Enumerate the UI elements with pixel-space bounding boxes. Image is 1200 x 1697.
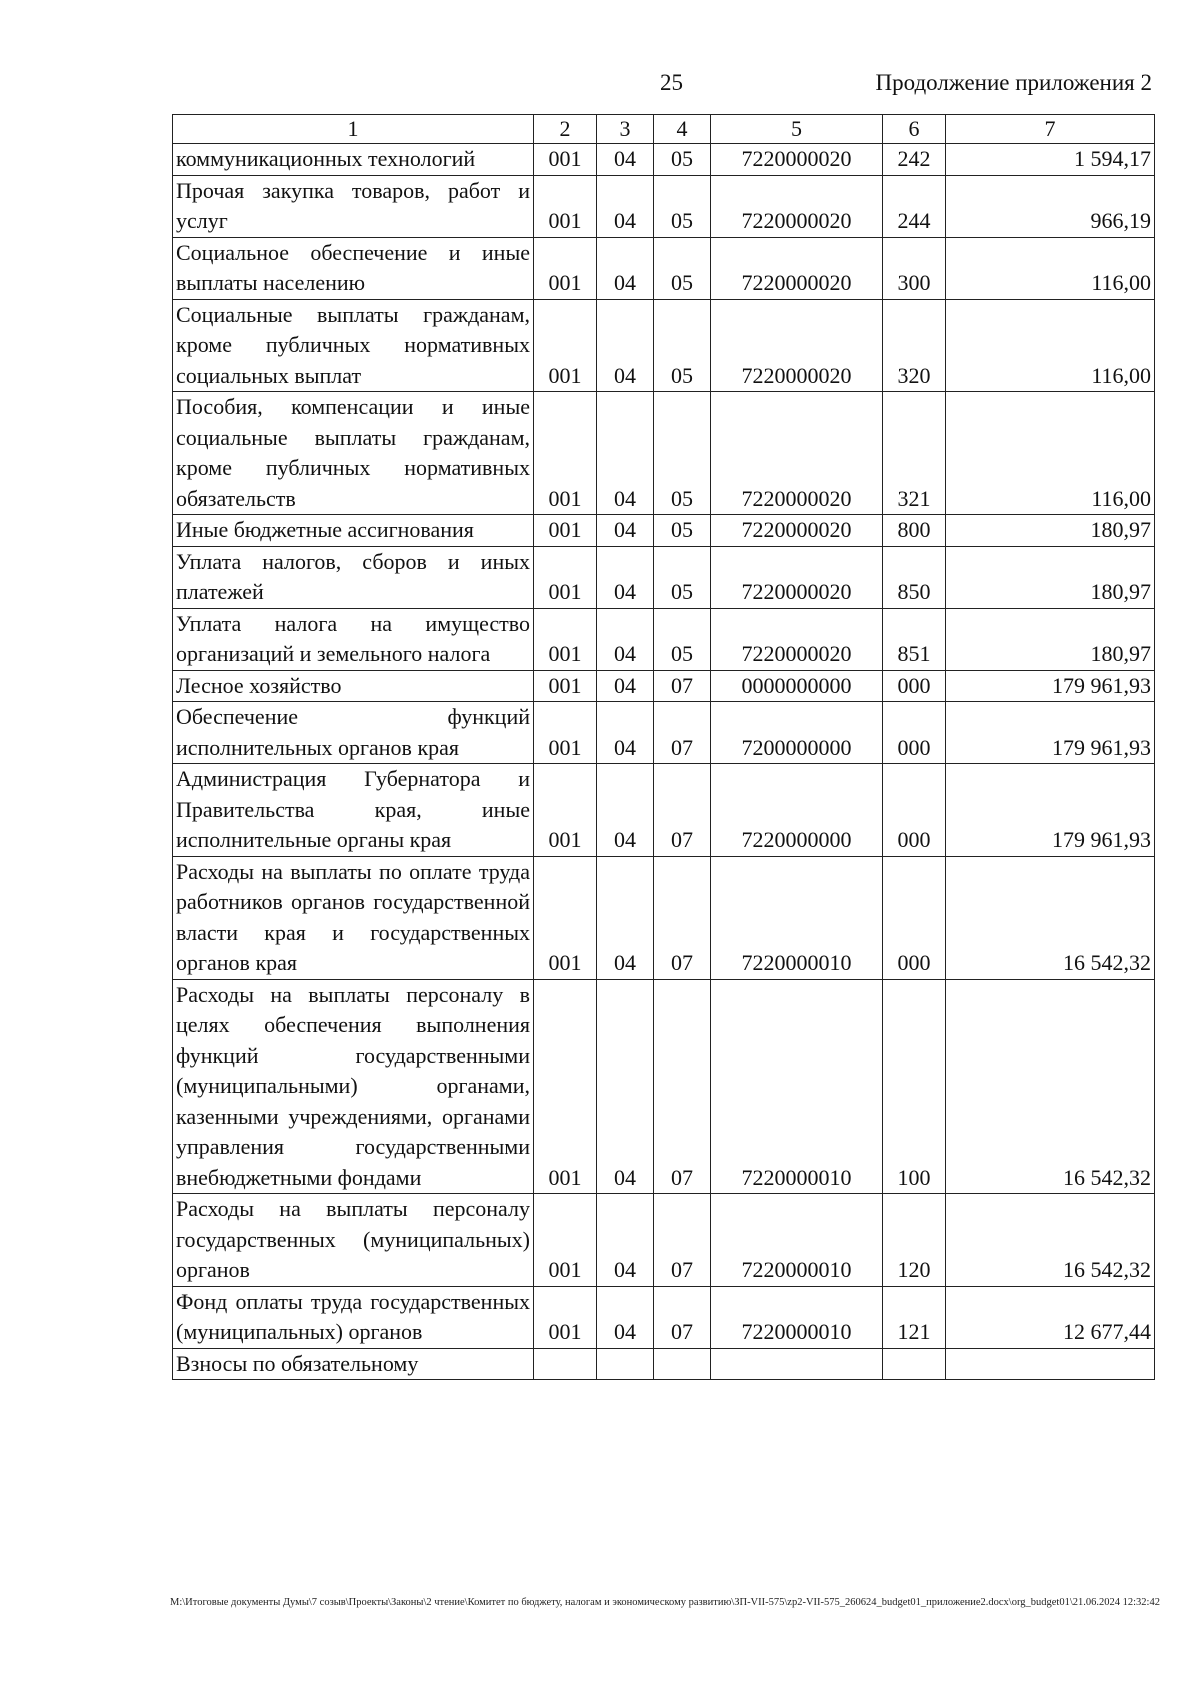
expense-type-cell: 100 bbox=[883, 979, 946, 1194]
expense-type-cell: 320 bbox=[883, 299, 946, 392]
subsection-code-cell: 07 bbox=[654, 1286, 711, 1348]
table-row bbox=[173, 764, 1155, 857]
ministry-code-cell: 001 bbox=[534, 1286, 597, 1348]
target-article-cell: 7200000000 bbox=[711, 702, 883, 764]
expense-type-cell: 121 bbox=[883, 1286, 946, 1348]
table-header-row bbox=[173, 115, 1155, 144]
subsection-code-cell: 07 bbox=[654, 702, 711, 764]
amount-cell bbox=[946, 1348, 1155, 1380]
section-code-cell: 04 bbox=[597, 670, 654, 702]
amount-cell: 179 961,93 bbox=[946, 764, 1155, 857]
table-row bbox=[173, 702, 1155, 764]
table-row bbox=[173, 979, 1155, 1194]
section-code-cell: 04 bbox=[597, 1194, 654, 1287]
section-code-cell: 04 bbox=[597, 1286, 654, 1348]
expense-type-cell: 000 bbox=[883, 702, 946, 764]
table-row bbox=[173, 175, 1155, 237]
expense-type-cell: 800 bbox=[883, 515, 946, 547]
table-row bbox=[173, 856, 1155, 979]
table-row bbox=[173, 608, 1155, 670]
expense-name-cell: Расходы на выплаты персоналу в целях обеспечения выполнения функций государственными (муниципальными) органами, казенными учреждениями, органами управления государственными внебюджетными фондами bbox=[173, 979, 534, 1194]
table-row bbox=[173, 299, 1155, 392]
ministry-code-cell: 001 bbox=[534, 392, 597, 515]
target-article-cell: 0000000000 bbox=[711, 670, 883, 702]
target-article-cell: 7220000020 bbox=[711, 392, 883, 515]
document-file-path: M:\Итоговые документы Думы\7 созыв\Проекты\Законы\2 чтение\Комитет по бюджету, налогам и экономическому развитию\ЗП-VII-575\zp2-VII-575_260624_budget01_приложение2.docx\org_budget01\21.06.2024 12:32:42 bbox=[170, 1597, 1160, 1608]
section-code-cell: 04 bbox=[597, 515, 654, 547]
ministry-code-cell: 001 bbox=[534, 237, 597, 299]
ministry-code-cell: 001 bbox=[534, 546, 597, 608]
section-code-cell: 04 bbox=[597, 546, 654, 608]
subsection-code-cell: 07 bbox=[654, 764, 711, 857]
target-article-cell: 7220000010 bbox=[711, 856, 883, 979]
expense-name-cell: Администрация Губернатора и Правительства края, иные исполнительные органы края bbox=[173, 764, 534, 857]
target-article-cell: 7220000020 bbox=[711, 299, 883, 392]
expense-name-cell: Лесное хозяйство bbox=[173, 670, 534, 702]
expense-name-cell: Пособия, компенсации и иные социальные выплаты гражданам, кроме публичных нормативных обязательств bbox=[173, 392, 534, 515]
column-header: 4 bbox=[654, 115, 711, 144]
ministry-code-cell: 001 bbox=[534, 515, 597, 547]
budget-table bbox=[172, 114, 1155, 1380]
amount-cell: 116,00 bbox=[946, 299, 1155, 392]
expense-type-cell: 851 bbox=[883, 608, 946, 670]
target-article-cell: 7220000010 bbox=[711, 979, 883, 1194]
ministry-code-cell: 001 bbox=[534, 702, 597, 764]
expense-type-cell: 321 bbox=[883, 392, 946, 515]
target-article-cell: 7220000020 bbox=[711, 237, 883, 299]
amount-cell: 16 542,32 bbox=[946, 979, 1155, 1194]
amount-cell: 180,97 bbox=[946, 515, 1155, 547]
ministry-code-cell: 001 bbox=[534, 856, 597, 979]
subsection-code-cell: 05 bbox=[654, 546, 711, 608]
ministry-code-cell: 001 bbox=[534, 299, 597, 392]
table-row bbox=[173, 392, 1155, 515]
section-code-cell: 04 bbox=[597, 237, 654, 299]
ministry-code-cell: 001 bbox=[534, 670, 597, 702]
section-code-cell: 04 bbox=[597, 856, 654, 979]
expense-type-cell: 300 bbox=[883, 237, 946, 299]
section-code-cell: 04 bbox=[597, 764, 654, 857]
subsection-code-cell: 05 bbox=[654, 299, 711, 392]
amount-cell: 16 542,32 bbox=[946, 1194, 1155, 1287]
subsection-code-cell: 07 bbox=[654, 1194, 711, 1287]
subsection-code-cell: 05 bbox=[654, 515, 711, 547]
section-code-cell: 04 bbox=[597, 608, 654, 670]
expense-type-cell: 850 bbox=[883, 546, 946, 608]
column-header: 1 bbox=[173, 115, 534, 144]
amount-cell: 16 542,32 bbox=[946, 856, 1155, 979]
expense-name-cell: Расходы на выплаты по оплате труда работников органов государственной власти края и государственных органов края bbox=[173, 856, 534, 979]
expense-name-cell: коммуникационных технологий bbox=[173, 144, 534, 176]
target-article-cell: 7220000020 bbox=[711, 144, 883, 176]
target-article-cell: 7220000020 bbox=[711, 608, 883, 670]
column-header: 6 bbox=[883, 115, 946, 144]
expense-type-cell: 120 bbox=[883, 1194, 946, 1287]
expense-type-cell: 000 bbox=[883, 856, 946, 979]
column-header: 3 bbox=[597, 115, 654, 144]
ministry-code-cell: 001 bbox=[534, 764, 597, 857]
amount-cell: 179 961,93 bbox=[946, 702, 1155, 764]
expense-name-cell: Фонд оплаты труда государственных (муниципальных) органов bbox=[173, 1286, 534, 1348]
expense-type-cell: 242 bbox=[883, 144, 946, 176]
expense-type-cell: 244 bbox=[883, 175, 946, 237]
subsection-code-cell: 05 bbox=[654, 392, 711, 515]
section-code-cell: 04 bbox=[597, 299, 654, 392]
section-code-cell: 04 bbox=[597, 979, 654, 1194]
subsection-code-cell: 07 bbox=[654, 670, 711, 702]
expense-name-cell: Расходы на выплаты персоналу государственных (муниципальных) органов bbox=[173, 1194, 534, 1287]
table-row bbox=[173, 1286, 1155, 1348]
expense-type-cell: 000 bbox=[883, 670, 946, 702]
ministry-code-cell: 001 bbox=[534, 144, 597, 176]
expense-name-cell: Социальные выплаты гражданам, кроме публичных нормативных социальных выплат bbox=[173, 299, 534, 392]
section-code-cell: 04 bbox=[597, 175, 654, 237]
amount-cell: 179 961,93 bbox=[946, 670, 1155, 702]
target-article-cell: 7220000020 bbox=[711, 546, 883, 608]
table-row bbox=[173, 546, 1155, 608]
subsection-code-cell: 05 bbox=[654, 237, 711, 299]
ministry-code-cell: 001 bbox=[534, 175, 597, 237]
amount-cell: 1 594,17 bbox=[946, 144, 1155, 176]
table-row bbox=[173, 237, 1155, 299]
subsection-code-cell: 05 bbox=[654, 175, 711, 237]
section-code-cell: 04 bbox=[597, 702, 654, 764]
amount-cell: 966,19 bbox=[946, 175, 1155, 237]
expense-type-cell bbox=[883, 1348, 946, 1380]
table-row bbox=[173, 515, 1155, 547]
subsection-code-cell: 07 bbox=[654, 979, 711, 1194]
table-row bbox=[173, 144, 1155, 176]
amount-cell: 12 677,44 bbox=[946, 1286, 1155, 1348]
expense-name-cell: Обеспечение функций исполнительных органов края bbox=[173, 702, 534, 764]
expense-name-cell: Уплата налогов, сборов и иных платежей bbox=[173, 546, 534, 608]
target-article-cell bbox=[711, 1348, 883, 1380]
target-article-cell: 7220000010 bbox=[711, 1286, 883, 1348]
subsection-code-cell: 05 bbox=[654, 608, 711, 670]
expense-name-cell: Социальное обеспечение и иные выплаты населению bbox=[173, 237, 534, 299]
amount-cell: 180,97 bbox=[946, 608, 1155, 670]
table-row bbox=[173, 670, 1155, 702]
amount-cell: 116,00 bbox=[946, 392, 1155, 515]
table-row bbox=[173, 1348, 1155, 1380]
target-article-cell: 7220000010 bbox=[711, 1194, 883, 1287]
table-row bbox=[173, 1194, 1155, 1287]
ministry-code-cell bbox=[534, 1348, 597, 1380]
subsection-code-cell: 05 bbox=[654, 144, 711, 176]
ministry-code-cell: 001 bbox=[534, 1194, 597, 1287]
subsection-code-cell: 07 bbox=[654, 856, 711, 979]
expense-name-cell: Уплата налога на имущество организаций и земельного налога bbox=[173, 608, 534, 670]
expense-type-cell: 000 bbox=[883, 764, 946, 857]
expense-name-cell: Взносы по обязательному bbox=[173, 1348, 534, 1380]
target-article-cell: 7220000020 bbox=[711, 175, 883, 237]
column-header: 7 bbox=[946, 115, 1155, 144]
subsection-code-cell bbox=[654, 1348, 711, 1380]
expense-name-cell: Прочая закупка товаров, работ и услуг bbox=[173, 175, 534, 237]
target-article-cell: 7220000020 bbox=[711, 515, 883, 547]
column-header: 2 bbox=[534, 115, 597, 144]
target-article-cell: 7220000000 bbox=[711, 764, 883, 857]
ministry-code-cell: 001 bbox=[534, 979, 597, 1194]
section-code-cell: 04 bbox=[597, 392, 654, 515]
column-header: 5 bbox=[711, 115, 883, 144]
section-code-cell: 04 bbox=[597, 144, 654, 176]
amount-cell: 116,00 bbox=[946, 237, 1155, 299]
page-number: 25 bbox=[660, 70, 683, 95]
amount-cell: 180,97 bbox=[946, 546, 1155, 608]
expense-name-cell: Иные бюджетные ассигнования bbox=[173, 515, 534, 547]
section-code-cell bbox=[597, 1348, 654, 1380]
appendix-continuation-caption: Продолжение приложения 2 bbox=[875, 70, 1152, 95]
ministry-code-cell: 001 bbox=[534, 608, 597, 670]
